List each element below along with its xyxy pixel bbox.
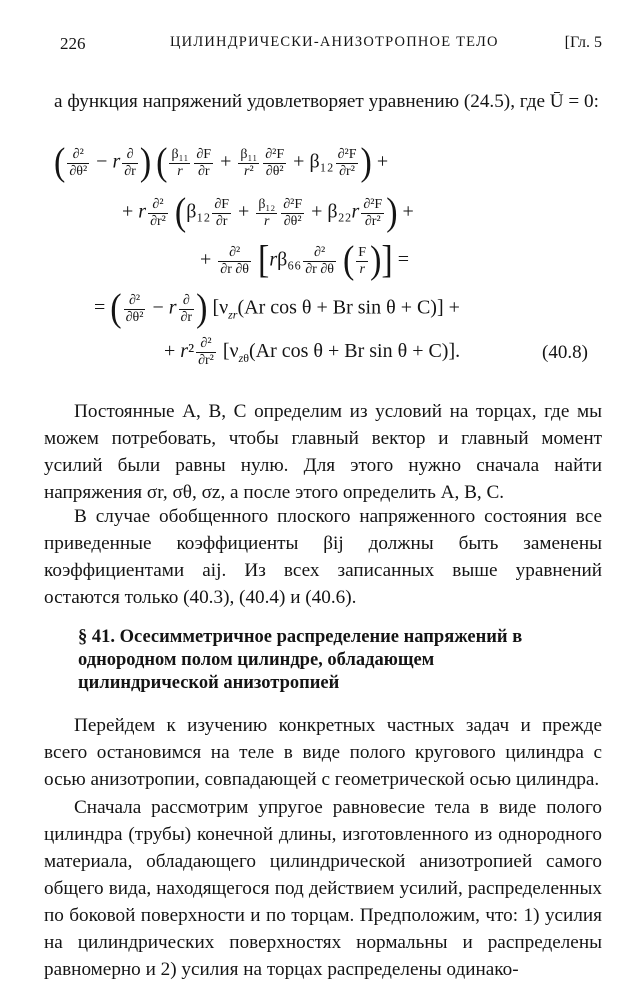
chapter-label: [Гл. 5	[564, 34, 602, 51]
equation-line-2: + r $\frac{\text{∂²}}{\text{∂r²}}$ (β₁₂ $\frac{\partial F}{\partial r}$ + $\frac{\text{β₁₂}}{r}$ $\frac{\text{∂²F}}{\text{∂θ²}}$ + β₂₂r $\frac{\text{∂²F}}{\text{∂r²}}$ ) +	[122, 191, 414, 234]
equation-line-1-tail: +	[376, 150, 389, 173]
paragraph-equilibrium: Сначала рассмотрим упругое равновесие тела в виде полого цилиндра (трубы) конечной длины, изготовленного из однородного материала, обладающего цилиндрической анизотропией самого общего вида, находящегося под действием усилий, распределенных по боковой поверхности и по торцам. Предположим, что: 1) усилия на цилиндрических поверхностях нормальны и распределены равномерно и 2) усилия на торцах распределены одинако-	[44, 797, 602, 980]
equation-line-5-body: (Ar cos θ + Br sin θ + C)].	[248, 340, 461, 363]
equation-line-5-bracket: [ν	[222, 340, 239, 363]
running-title: ЦИЛИНДРИЧЕСКИ-АНИЗОТРОПНОЕ ТЕЛО	[170, 34, 499, 50]
section-heading: § 41. Осесимметричное распределение напряжений в однородном полом цилиндре, обладающем цилиндрической анизотропией	[78, 627, 523, 693]
page-header	[54, 34, 602, 58]
equation-line-4-bracket: [ν	[212, 296, 229, 319]
page-number: 226	[60, 34, 86, 53]
equation-line-4: = ( $\frac{\text{∂²}}{\text{∂θ²}}$ − r $\frac{\partial}{\partial r}$ ) [$\nu_{zr}(Ar$ cos θ + Br sin θ + C)] +	[94, 287, 460, 330]
equation-number: (40.8)	[542, 342, 588, 363]
equation-line-5: + r² $\frac{\text{∂²}}{\text{∂r²}}$ [$\nu_{z\theta}(Ar$ cos θ + Br sin θ + C)].	[164, 336, 461, 368]
paragraph-plane-stress: В случае обобщенного плоского напряженного состояния все приведенные коэффициенты βij должны быть заменены коэффициентами aij. Из всех записанных выше уравнений остаются только (40.3), (40.4) и (40.6).	[44, 506, 602, 608]
equation-line-4-body: (Ar cos θ + Br sin θ + C)] +	[237, 296, 460, 319]
equation-line-2-tail: +	[402, 200, 414, 223]
equation-line-3-tail: =	[397, 248, 410, 271]
equation-line-1: ( $\frac{\text{∂²}}{\text{∂θ²}}$ − r $\frac{\partial}{\partial r}$ ) ( $\frac{\text{β₁₁}}{r}$ $\frac{\partial F}{\partial r}$ + $\frac{\text{β₁₁}}{\text{r²}}$ $\frac{\text{∂²F}}{\text{∂θ²}}$ + β₁₂ $\frac{\text{∂²F}}{\text{∂r²}}$ ) +	[54, 141, 389, 184]
paragraph-problems: Перейдем к изучению конкретных частных задач и прежде всего остановимся на теле в виде полого кругового цилиндра с осью анизотропии, совпадающей с геометрической осью цилиндра.	[44, 715, 602, 790]
intro-paragraph: а функция напряжений удовлетворяет уравнению (24.5), где Ū = 0:	[54, 91, 599, 112]
equation-line-3: + $\frac{\text{∂²}}{\partial r \partial\theta}$ [rβ₆₆ $\frac{\text{∂²}}{\partial r \partial\theta}$ ( $\frac{F}{r}$ )] =	[200, 239, 410, 282]
paragraph-constants: Постоянные A, B, C определим из условий на торцах, где мы можем потребовать, чтобы главный вектор и главный момент усилий были равны нулю. Для этого нужно сначала найти напряжения σr, σθ, σz, а после этого определить A, B, C.	[44, 401, 602, 503]
